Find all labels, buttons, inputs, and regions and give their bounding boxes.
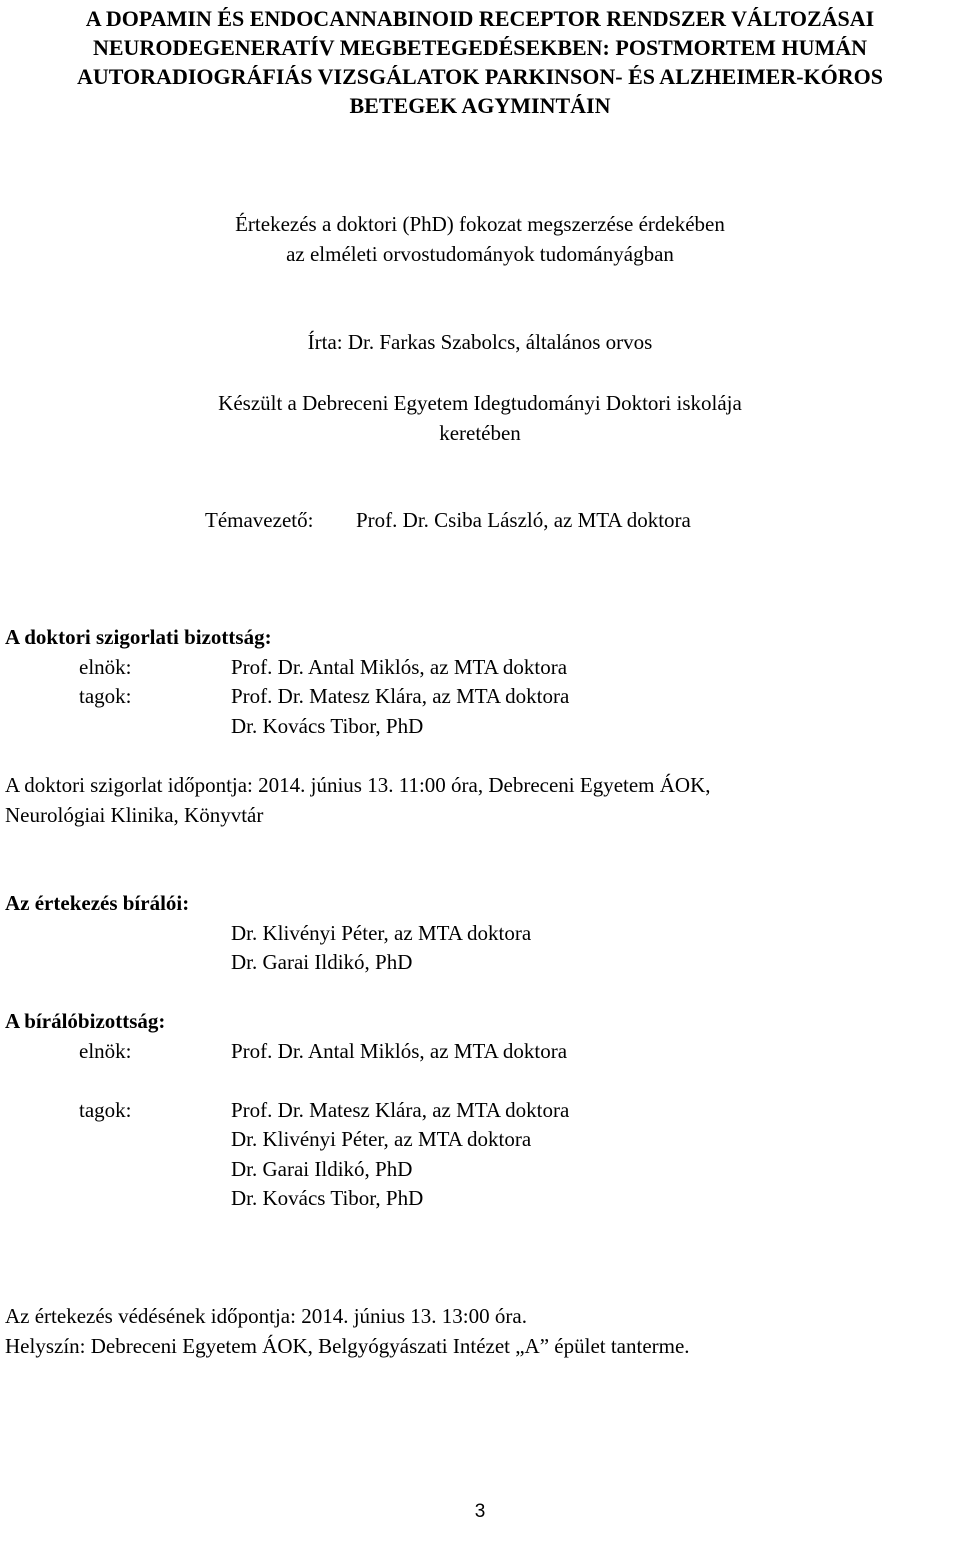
defense-date-line: Az értekezés védésének időpontja: 2014. június 13. 13:00 óra. [5,1304,527,1328]
review-committee-heading: A bírálóbizottság: [5,1009,166,1033]
subtitle-line-2: az elméleti orvostudományok tudományágban [286,242,674,266]
document-title-line-3: AUTORADIOGRÁFIÁS VIZSGÁLATOK PARKINSON- ÉS ALZHEIMER-KÓROS [77,64,883,89]
exam-committee-chair-label: elnök: [79,655,132,679]
exam-committee-members-label: tagok: [79,684,132,708]
review-committee-member-3: Dr. Garai Ildikó, PhD [231,1157,413,1181]
supervisor-name: Prof. Dr. Csiba László, az MTA doktora [356,508,691,532]
exam-committee-heading: A doktori szigorlati bizottság: [5,625,272,649]
exam-committee-member-2: Dr. Kovács Tibor, PhD [231,714,424,738]
institution-line-2: keretében [439,421,521,445]
author-line: Írta: Dr. Farkas Szabolcs, általános orvos [307,330,653,354]
review-committee-members-label: tagok: [79,1098,132,1122]
page-number: 3 [474,1501,486,1522]
exam-committee-member-1: Prof. Dr. Matesz Klára, az MTA doktora [231,684,570,708]
review-committee-member-4: Dr. Kovács Tibor, PhD [231,1186,424,1210]
subtitle-line-1: Értekezés a doktori (PhD) fokozat megszerzése érdekében [235,212,725,236]
exam-date-line-1: A doktori szigorlat időpontja: 2014. június 13. 11:00 óra, Debreceni Egyetem ÁOK, [5,773,711,797]
supervisor-label: Témavezető: [205,508,314,532]
reviewer-1: Dr. Klivényi Péter, az MTA doktora [231,921,532,945]
document-title-line-1: A DOPAMIN ÉS ENDOCANNABINOID RECEPTOR RENDSZER VÁLTOZÁSAI [85,6,875,31]
review-committee-member-2: Dr. Klivényi Péter, az MTA doktora [231,1127,532,1151]
exam-date-line-2: Neurológiai Klinika, Könyvtár [5,803,264,827]
review-committee-chair-label: elnök: [79,1039,132,1063]
document-title-line-4: BETEGEK AGYMINTÁIN [349,93,611,118]
review-committee-chair: Prof. Dr. Antal Miklós, az MTA doktora [231,1039,568,1063]
review-committee-member-1: Prof. Dr. Matesz Klára, az MTA doktora [231,1098,570,1122]
document-title-line-2: NEURODEGENERATÍV MEGBETEGEDÉSEKBEN: POSTMORTEM HUMÁN [92,35,867,60]
exam-committee-chair: Prof. Dr. Antal Miklós, az MTA doktora [231,655,568,679]
reviewer-2: Dr. Garai Ildikó, PhD [231,950,413,974]
reviewers-heading: Az értekezés bírálói: [5,891,190,915]
defense-location-line: Helyszín: Debreceni Egyetem ÁOK, Belgyógyászati Intézet „A” épület tanterme. [5,1334,690,1358]
institution-line-1: Készült a Debreceni Egyetem Idegtudományi Doktori iskolája [218,391,742,415]
